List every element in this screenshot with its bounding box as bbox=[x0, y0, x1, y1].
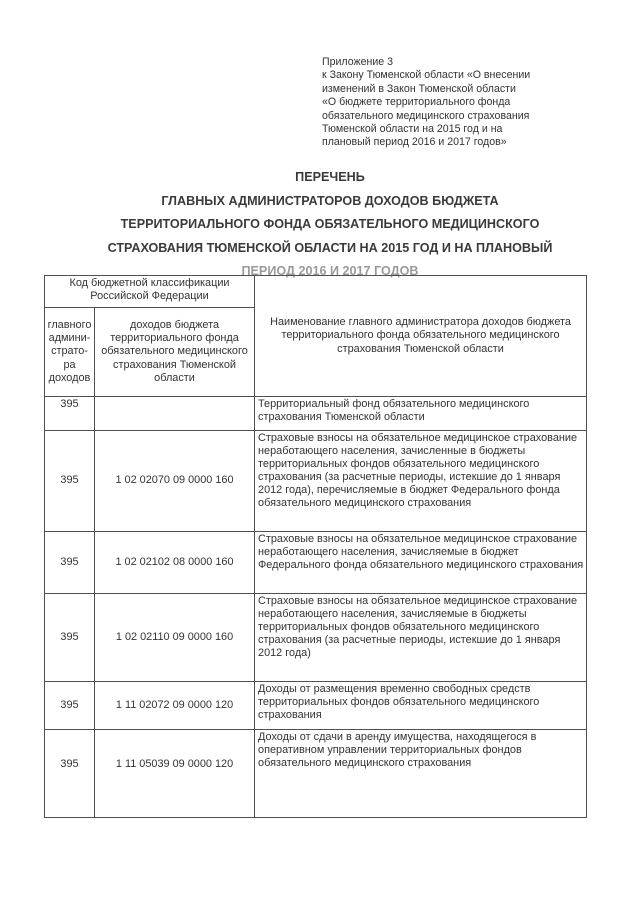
annex-reference bbox=[322, 56, 622, 150]
admin-code-cell: 395 bbox=[45, 397, 95, 431]
table-row bbox=[45, 397, 587, 431]
income-code-cell bbox=[95, 397, 255, 431]
document-title bbox=[40, 166, 620, 284]
header-classification-code: Код бюджетной классификации Российской Федерации bbox=[45, 276, 255, 308]
income-code-cell: 1 11 05039 09 0000 120 bbox=[95, 730, 255, 818]
title-line: СТРАХОВАНИЯ ТЮМЕНСКОЙ ОБЛАСТИ НА 2015 ГОД И НА ПЛАНОВЫЙ bbox=[107, 240, 553, 255]
table-header-row bbox=[45, 276, 587, 308]
header-income-code: доходов бюджета территориального фонда обязательного медицинского страхования Тюменской области bbox=[95, 308, 255, 397]
annex-line: Тюменской области на 2015 год и на bbox=[322, 123, 503, 136]
table-row bbox=[45, 532, 587, 594]
annex-line: «О бюджете территориального фонда bbox=[322, 96, 511, 109]
header-admin-code: главного админи-страто-ра доходов bbox=[45, 308, 95, 397]
title-line: ТЕРРИТОРИАЛЬНОГО ФОНДА ОБЯЗАТЕЛЬНОГО МЕДИЦИНСКОГО bbox=[120, 217, 540, 231]
name-cell: Страховые взносы на обязательное медицинское страхование неработающего населения, зачисленные в бюджеты территориальных фондов обязательного медицинского страхования (за расчетные периоды, истекшие до 1 января 2012 года), перечисляемые в бюджет Федерального фонда обязательного медицинского страхования bbox=[255, 431, 587, 532]
administrators-table bbox=[44, 275, 587, 818]
name-cell: Доходы от размещения временно свободных средств территориальных фондов обязательного медицинского страхования bbox=[255, 682, 587, 730]
title-line: ПЕРЕЧЕНЬ bbox=[295, 170, 365, 184]
income-code-cell: 1 02 02102 08 0000 160 bbox=[95, 532, 255, 594]
annex-line: обязательного медицинского страхования bbox=[322, 109, 530, 122]
income-code-cell: 1 02 02110 09 0000 160 bbox=[95, 594, 255, 682]
admin-code-cell: 395 bbox=[45, 431, 95, 532]
admin-code-cell: 395 bbox=[45, 730, 95, 818]
header-administrator-name: Наименование главного администратора доходов бюджета территориального фонда обязательного медицинского страхования Тюменской области bbox=[255, 276, 587, 397]
annex-line: к Закону Тюменской области «О внесении bbox=[322, 69, 531, 82]
name-cell: Страховые взносы на обязательное медицинское страхование неработающего населения, зачисляемые в бюджеты территориальных фондов обязательного медицинского страхования (за расчетные периоды, истекшие до 1 января 2012 года) bbox=[255, 594, 587, 682]
admin-code-cell: 395 bbox=[45, 682, 95, 730]
table-row bbox=[45, 682, 587, 730]
table-row bbox=[45, 431, 587, 532]
annex-line: плановый период 2016 и 2017 годов» bbox=[322, 136, 507, 149]
annex-line: Приложение 3 bbox=[322, 56, 393, 68]
name-cell: Доходы от сдачи в аренду имущества, находящегося в оперативном управлении территориальных фондов обязательного медицинского страхования bbox=[255, 730, 587, 818]
title-line: ПЕРИОД 2016 И 2017 ГОДОВ bbox=[241, 264, 419, 278]
name-cell: Страховые взносы на обязательное медицинское страхование неработающего населения, зачисляемые в бюджет Федерального фонда обязательного медицинского страхования bbox=[255, 532, 587, 594]
title-line: ГЛАВНЫХ АДМИНИСТРАТОРОВ ДОХОДОВ БЮДЖЕТА bbox=[161, 193, 499, 208]
admin-code-cell: 395 bbox=[45, 532, 95, 594]
table-row bbox=[45, 594, 587, 682]
income-code-cell: 1 02 02070 09 0000 160 bbox=[95, 431, 255, 532]
income-code-cell: 1 11 02072 09 0000 120 bbox=[95, 682, 255, 730]
table-row bbox=[45, 730, 587, 818]
annex-line: изменений в Закон Тюменской области bbox=[322, 82, 516, 95]
name-cell: Территориальный фонд обязательного медицинского страхования Тюменской области bbox=[255, 397, 587, 431]
admin-code-cell: 395 bbox=[45, 594, 95, 682]
